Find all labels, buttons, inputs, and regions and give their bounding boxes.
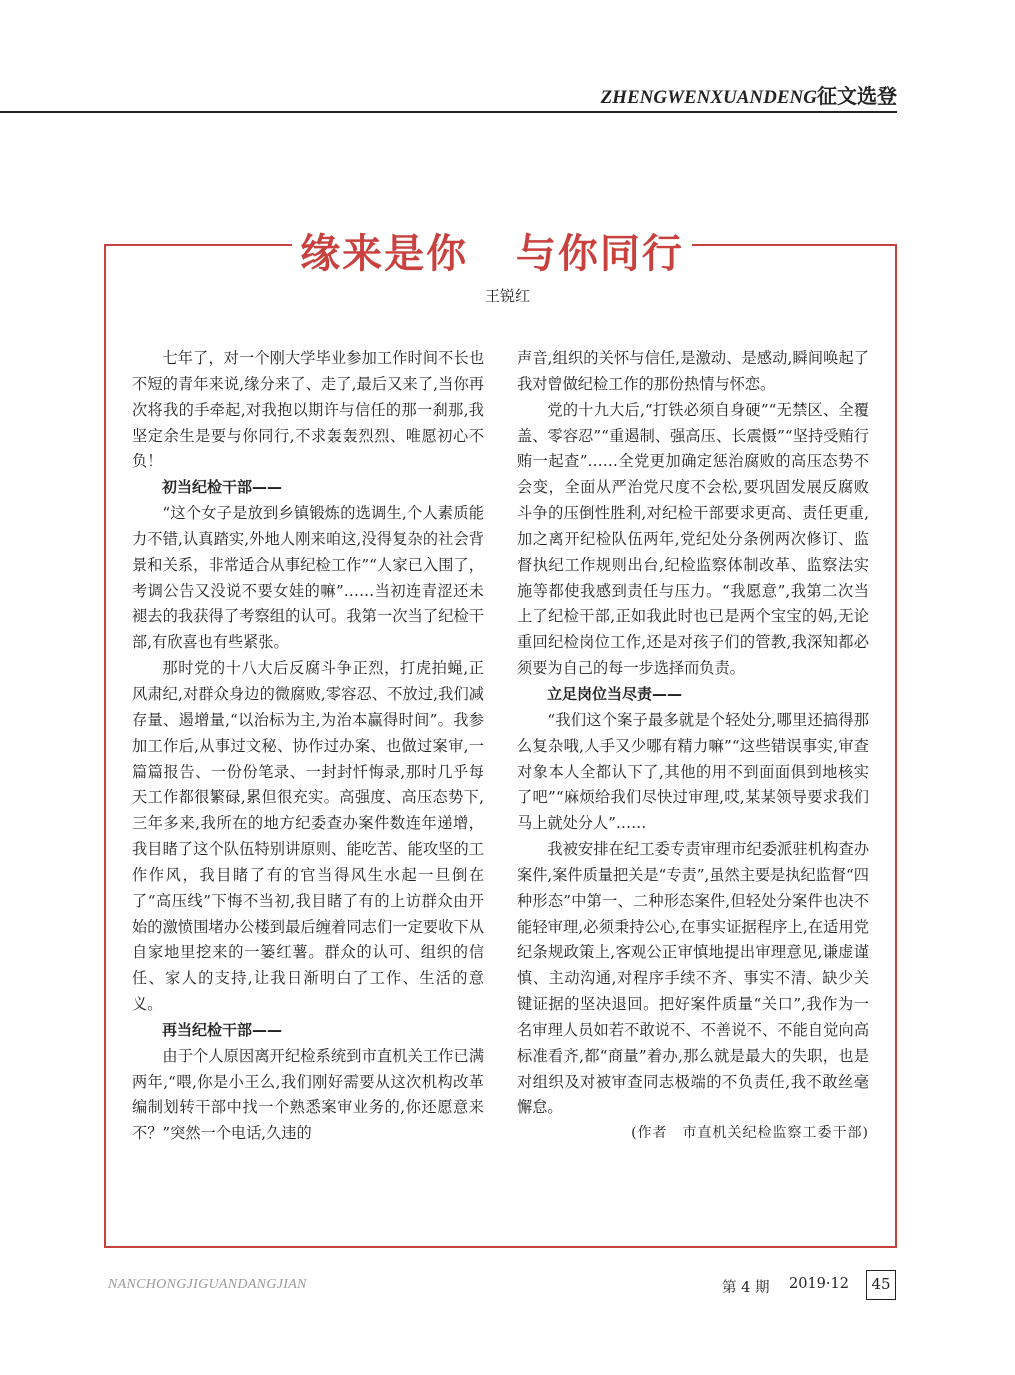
left-column [132, 346, 484, 1147]
paragraph: 由于个人原因离开纪检系统到市直机关工作已满两年,“喂,你是小王么,我们刚好需要从这次机构改革编制划转干部中找一个熟悉案审业务的,你还愿意来不？”突然一个电话,久违的 [132, 1046, 484, 1143]
issue-number: 第 4 期 [722, 1280, 770, 1296]
author-note: (作者 市直机关纪检监察工委干部) [631, 1125, 869, 1142]
header-rule [0, 111, 897, 113]
frame-top-right-rule [692, 244, 897, 246]
subheading: 立足岗位当尽责—— [547, 684, 683, 703]
section-header-chinese: 征文选登 [817, 84, 897, 108]
paragraph: 那时党的十八大后反腐斗争正烈，打虎拍蝇,正风肃纪,对群众身边的微腐败,零容忍、不放过,我们减存量、遏增量,“以治标为主,为治本赢得时间”。我参加工作后,从事过文秘、协作过办案、也做过案审,一篇篇报告、一份份笔录、一封封忏悔录,那时几乎每天工作都很繁碌,累但很充实。高强度、高压态势下,三年多来,我所在的地方纪委查办案件数连年递增，我目睹了这个队伍特别讲原则、能吃苦、能攻坚的工作作风，我目睹了有的官当得风生水起一旦倒在了“高压线”下悔不当初,我目睹了有的上访群众由开始的激愤围堵办公楼到最后缠着同志们一定要收下从自家地里挖来的一篓红薯。群众的认可、组织的信任、家人的支持,让我日渐明白了工作、生活的意义。 [132, 659, 484, 1014]
paragraph: “这个女子是放到乡镇锻炼的选调生,个人素质能力不错,认真踏实,外地人刚来咱这,没得复杂的社会背景和关系，非常适合从事纪检工作”“人家已入围了，考调公告又没说不要女娃的嘛”……当初连青涩还未褪去的我获得了考察组的认可。我第一次当了纪检干部,有欣喜也有些紧张。 [132, 504, 484, 652]
paragraph: 七年了，对一个刚大学毕业参加工作时间不长也不短的青年来说,缘分来了、走了,最后又来了,当你再次将我的手牵起,对我抱以期许与信任的那一刹那,我坚定余生是要与你同行,不求轰轰烈烈、唯愿初心不负！ [132, 349, 484, 471]
subheading: 初当纪检干部—— [162, 478, 283, 497]
frame-top-left-rule [104, 244, 292, 246]
issue-date: 2019·12 [789, 1276, 849, 1292]
page-number: 45 [866, 1270, 896, 1300]
section-header [601, 80, 897, 109]
article-title: 缘来是你 与你同行 [300, 230, 684, 277]
section-header-latin: ZHENGWENXUANDENG [600, 87, 817, 108]
paragraph: “我们这个案子最多就是个轻处分,哪里还搞得那么复杂哦,人手又少哪有精力嘛”“这些错误事实,审查对象本人全都认下了,其他的用不到面面俱到地核实了吧”“麻烦给我们尽快过审理,哎,某某领导要求我们马上就处分人”…… [517, 710, 869, 833]
paragraph: 党的十九大后,“打铁必须自身硬”“无禁区、全覆盖、零容忍”“重遏制、强高压、长震慑”“坚持受贿行贿一起查”……全党更加确定惩治腐败的高压态势不会变，全面从严治党尺度不会松,要巩固发展反腐败斗争的压倒性胜利,对纪检干部要求更高、责任更重,加之离开纪检队伍两年,党纪处分条例两次修订、监督执纪工作规则出台,纪检监察体制改革、监察法实施等都使我感到责任与压力。“我愿意”,我第二次当上了纪检干部,正如我此时也已是两个宝宝的妈,无论重回纪检岗位工作,还是对孩子们的管教,我深知都必须要为自己的每一步选择而负责。 [517, 400, 869, 678]
paragraph: 声音,组织的关怀与信任,是激动、是感动,瞬间唤起了我对曾做纪检工作的那份热情与怀恋。 [517, 349, 869, 393]
subheading: 再当纪检干部—— [162, 1020, 283, 1039]
journal-name: NANCHONGJIGUANDANGJIAN [108, 1277, 307, 1292]
paragraph: 我被安排在纪工委专责审理市纪委派驻机构查办案件,案件质量把关是“专责”,虽然主要是执纪监督“四种形态”中第一、二种形态案件,但轻处分案件也决不能轻审理,必须秉持公心,在事实证据程序上,在适用党纪条规政策上,客观公正审慎地提出审理意见,谦虚谨慎、主动沟通,对程序手续不齐、事实不清、缺少关键证据的坚决退回。把好案件质量“关口”,我作为一名审理人员如若不敢说不、不善说不、不能自觉向高标准看齐,都“商量”着办,那么就是最大的失职，也是对组织及对被审查同志极端的不负责任,我不敢丝毫懈怠。 [517, 840, 869, 1117]
article-author: 王锐红 [484, 287, 530, 305]
right-column [517, 346, 869, 1147]
